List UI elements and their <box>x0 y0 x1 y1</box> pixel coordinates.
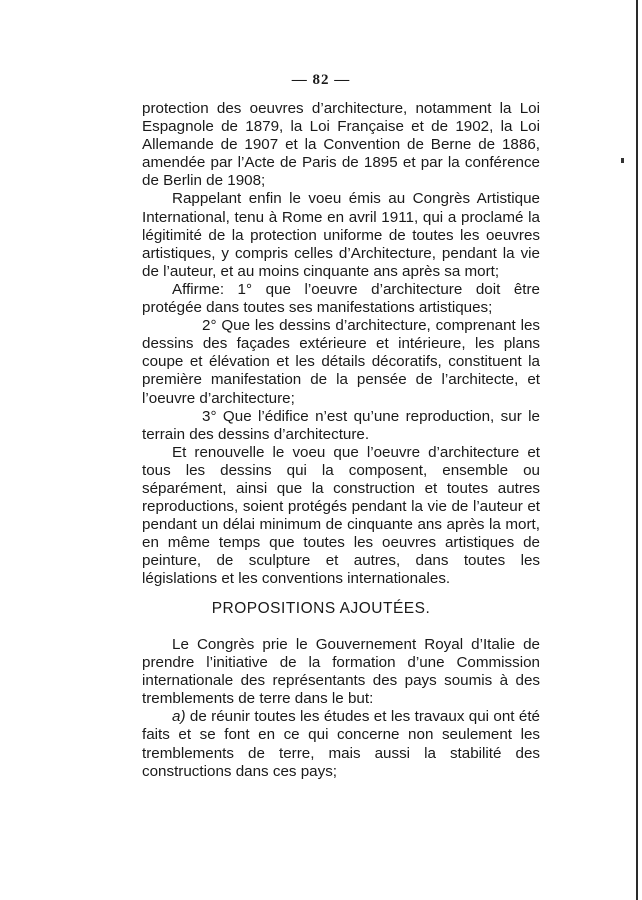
paragraph-item-a <box>142 708 540 780</box>
item-a-label: a) <box>172 708 186 726</box>
paragraph-renouvelle: Et renouvelle le voeu que l’oeuvre d’architecture et tous les dessins qui la composent, ensemble ou séparément, ainsi que la construction et toutes autres reproductions, soient protégés pendant la vie de l’auteur et pendant un délai minimum de cinquante ans après la mort, en même temps que toutes les oeuvres artistiques de peinture, de sculpture et autres, dans toutes les législations et les conventions internationales. <box>142 443 540 588</box>
margin-mark <box>621 158 624 163</box>
propositions-text-block <box>142 636 540 781</box>
paragraph-rappelant: Rappelant enfin le voeu émis au Congrès Artistique International, tenu à Rome en avril 1911, qui a proclamé la légitimité de la protection uniforme de toutes les oeuvres artistiques, y compris celles d’Architecture, pendant la vie de l’auteur, et au moins cinquante ans après sa mort; <box>142 190 540 280</box>
paragraph-affirme: Affirme: 1° que l’oeuvre d’architecture doit être protégée dans toutes ses manifestations artistiques; <box>142 280 540 317</box>
section-title: PROPOSITIONS AJOUTÉES. <box>211 600 431 617</box>
paragraph-congres-intro: Le Congrès prie le Gouvernement Royal d’Italie de prendre l’initiative de la formation d’une Commission internationale des représentants des pays soumis à des tremblements de terre dans le but: <box>142 636 540 708</box>
paragraph-protection-laws: protection des oeuvres d’architecture, notamment la Loi Espagnole de 1879, la Loi Française et de 1902, la Loi Allemande de 1907 et la Convention de Berne de 1886, amendée par l’Acte de Paris de 1895 et par la conférence de Berlin de 1908; <box>142 100 540 190</box>
item-a-text: de réunir toutes les études et les travaux qui ont été faits et se font en ce qui concerne non seulement les tremblements de terre, mais aussi la stabilité des constructions dans ces pays; <box>142 708 540 780</box>
page-number: — 82 — <box>291 72 351 88</box>
paragraph-point-2: 2° Que les dessins d’architecture, comprenant les dessins des façades extérieure et intérieure, les plans coupe et élévation et les détails décoratifs, constituent la première manifestation de la pensée de l’architecte, et l’oeuvre d’architecture; <box>142 317 540 407</box>
page-edge-rule <box>636 0 638 900</box>
paragraph-point-3: 3° Que l’édifice n’est qu’une reproduction, sur le terrain des dessins d’architecture. <box>142 407 540 443</box>
main-text-block <box>142 100 540 589</box>
